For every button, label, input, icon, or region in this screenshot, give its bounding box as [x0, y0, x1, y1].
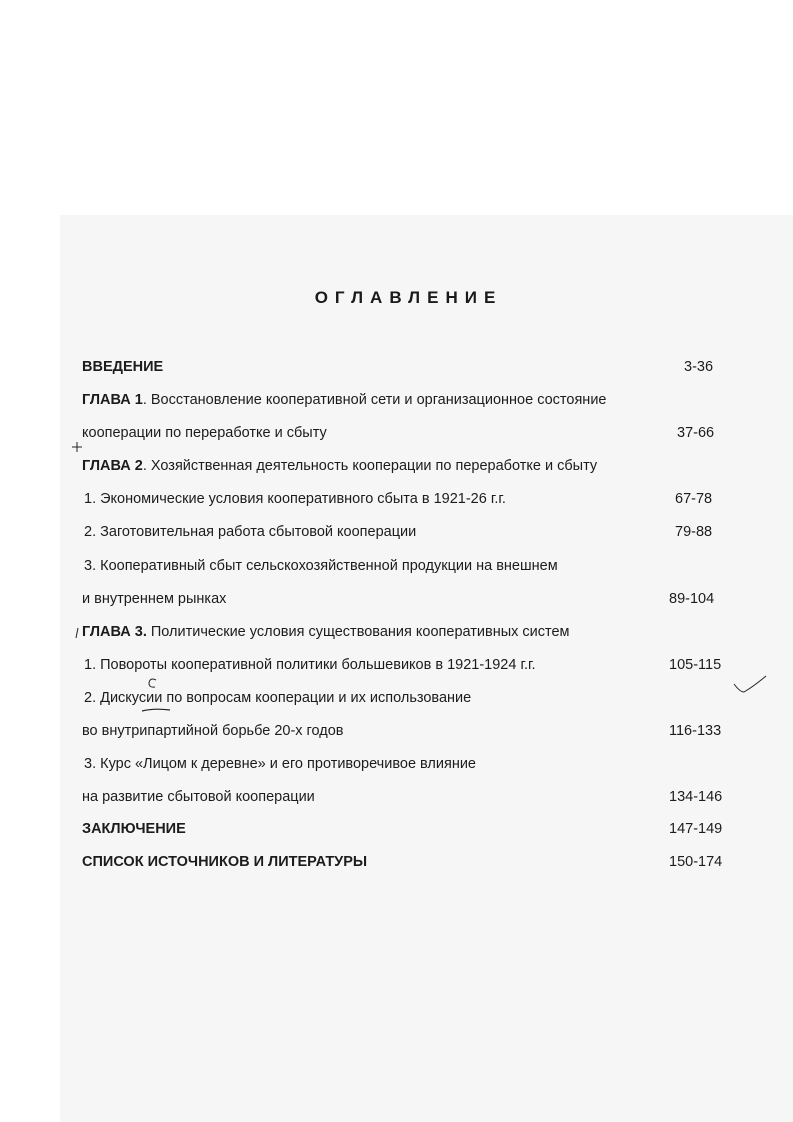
toc-chapter2-section2: 2. Заготовительная работа сбытовой кооперации	[84, 524, 417, 540]
handwritten-tick-mark	[74, 626, 80, 640]
toc-chapter3-section2-pages: 116-133	[669, 723, 722, 739]
handwritten-checkmark	[732, 672, 768, 698]
handwritten-underline	[140, 706, 172, 714]
toc-chapter2-label: ГЛАВА 2	[82, 458, 143, 474]
toc-chapter2-heading	[82, 458, 597, 474]
toc-chapter1-label: ГЛАВА 1	[82, 392, 143, 408]
toc-chapter2-section1: 1. Экономические условия кооперативного сбыта в 1921-26 г.г.	[84, 491, 506, 507]
toc-chapter3-section2-line1: 2. Дискусии по вопросам кооперации и их использование	[84, 690, 472, 706]
toc-conclusion-pages: 147-149	[669, 821, 723, 837]
toc-conclusion-label: ЗАКЛЮЧЕНИЕ	[82, 821, 186, 837]
toc-chapter3-section3-line2: на развитие сбытовой кооперации	[82, 789, 315, 805]
toc-chapter2-section3-line2: и внутреннем рынках	[82, 591, 227, 607]
toc-bibliography-pages: 150-174	[669, 854, 723, 870]
toc-chapter2-title: . Хозяйственная деятельность кооперации по переработке и сбыту	[142, 458, 598, 474]
handwritten-correction-c	[145, 676, 159, 690]
toc-chapter2-section2-pages: 79-88	[675, 524, 713, 540]
toc-chapter1-line1	[82, 392, 606, 408]
toc-chapter2-section3-pages: 89-104	[669, 591, 715, 607]
toc-intro-label: ВВЕДЕНИЕ	[82, 359, 164, 375]
toc-chapter3-section2-line2: во внутрипартийной борьбе 20-х годов	[82, 723, 344, 739]
toc-chapter3-label: ГЛАВА 3.	[82, 624, 147, 640]
toc-chapter3-title: Политические условия существования кооперативных систем	[146, 624, 570, 640]
toc-chapter1-line2: кооперации по переработке и сбыту	[82, 425, 327, 441]
toc-chapter3-section3-line1: 3. Курс «Лицом к деревне» и его противоречивое влияние	[84, 756, 476, 772]
toc-chapter3-heading	[82, 624, 570, 640]
toc-chapter1-pages: 37-66	[677, 425, 715, 441]
toc-chapter3-section3-pages: 134-146	[669, 789, 723, 805]
toc-chapter2-section1-pages: 67-78	[675, 491, 713, 507]
toc-chapter1-title: . Восстановление кооперативной сети и организационное состояние	[142, 392, 607, 408]
toc-bibliography-label: СПИСОК ИСТОЧНИКОВ И ЛИТЕРАТУРЫ	[82, 854, 368, 870]
page-title: ОГЛАВЛЕНИЕ	[314, 288, 503, 307]
toc-chapter2-section3-line1: 3. Кооперативный сбыт сельскохозяйственной продукции на внешнем	[84, 558, 558, 574]
toc-chapter3-section1-pages: 105-115	[669, 657, 722, 673]
toc-chapter3-section1: 1. Повороты кооперативной политики большевиков в 1921-1924 г.г.	[84, 657, 536, 673]
toc-intro-pages: 3-36	[684, 359, 714, 375]
handwritten-plus-mark	[70, 440, 84, 454]
